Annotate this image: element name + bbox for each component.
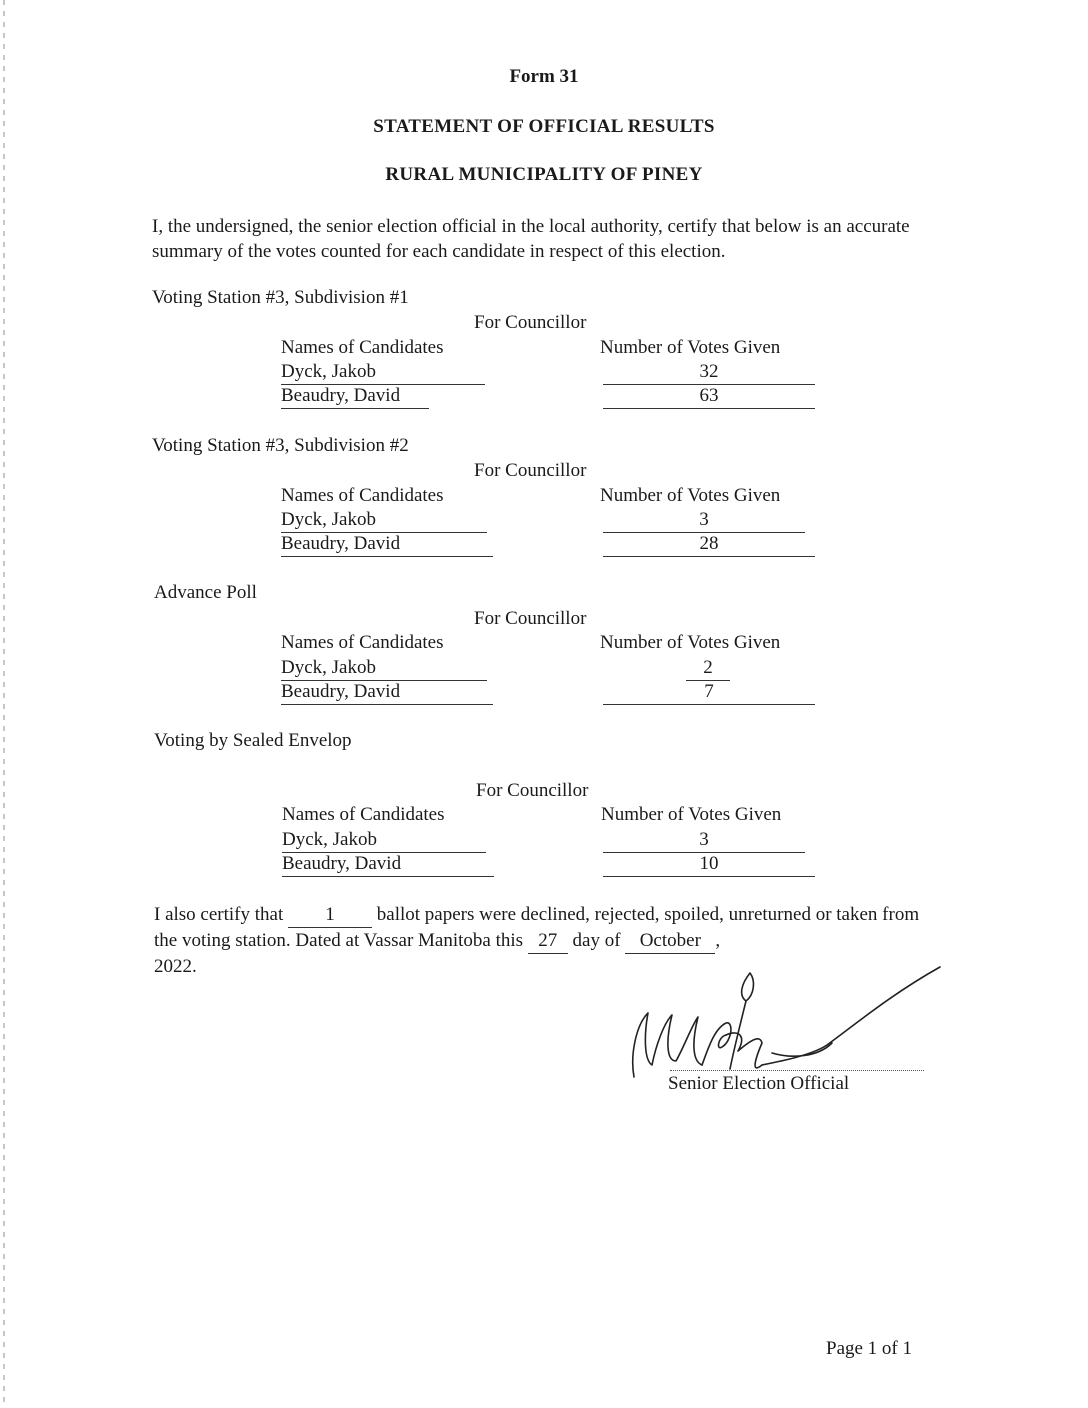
vote-count: 10 <box>603 852 815 877</box>
candidate-name: Dyck, Jakob <box>281 360 485 385</box>
page-number: Page 1 of 1 <box>826 1338 913 1359</box>
office-label: For Councillor <box>474 608 587 629</box>
month-field: October <box>625 928 715 954</box>
section-label: Voting Station #3, Subdivision #1 <box>152 287 409 308</box>
vote-count: 2 <box>686 656 730 681</box>
closing-text: I also certify that <box>154 904 284 925</box>
votes-column-header: Number of Votes Given <box>601 804 782 825</box>
votes-column-header: Number of Votes Given <box>600 485 781 506</box>
votes-column-header: Number of Votes Given <box>600 337 781 358</box>
closing-text: , <box>715 930 721 951</box>
municipality-name: RURAL MUNICIPALITY OF PINEY <box>385 164 703 185</box>
certification-statement: I, the undersigned, the senior election official in the local authority, certify that below is an accurate summary of the votes counted for each candidate in respect of this election. <box>152 216 910 262</box>
form-number: Form 31 <box>509 66 579 87</box>
candidate-name: Beaudry, David <box>282 852 494 877</box>
names-column-header: Names of Candidates <box>281 632 444 653</box>
candidate-name: Beaudry, David <box>281 532 493 557</box>
candidate-name: Beaudry, David <box>281 680 493 705</box>
names-column-header: Names of Candidates <box>281 485 444 506</box>
ballot-count: 1 <box>288 902 372 928</box>
signature-caption: Senior Election Official <box>668 1073 850 1094</box>
votes-column-header: Number of Votes Given <box>600 632 781 653</box>
document-title: STATEMENT OF OFFICIAL RESULTS <box>373 116 715 137</box>
closing-text: ballot papers were declined, rejected, spoiled, unreturned or taken from the voting station. Dated at Vassar Manitoba this <box>154 904 920 951</box>
section-label: Voting Station #3, Subdivision #2 <box>152 435 409 456</box>
candidate-name: Dyck, Jakob <box>281 508 487 533</box>
names-column-header: Names of Candidates <box>282 804 445 825</box>
vote-count: 28 <box>603 532 815 557</box>
year-text: 2022. <box>154 956 197 977</box>
office-label: For Councillor <box>474 460 587 481</box>
names-column-header: Names of Candidates <box>281 337 444 358</box>
scan-edge-artifact <box>3 0 5 1408</box>
vote-count: 32 <box>603 360 815 385</box>
office-label: For Councillor <box>474 312 587 333</box>
closing-text: day of <box>572 930 621 951</box>
vote-count: 63 <box>603 384 815 409</box>
section-label: Voting by Sealed Envelop <box>154 730 352 751</box>
day-field: 27 <box>528 928 568 954</box>
candidate-name: Dyck, Jakob <box>282 828 486 853</box>
vote-count: 7 <box>603 680 815 705</box>
vote-count: 3 <box>603 828 805 853</box>
vote-count: 3 <box>603 508 805 533</box>
candidate-name: Beaudry, David <box>281 384 429 409</box>
signature-line <box>670 1070 924 1071</box>
office-label: For Councillor <box>476 780 589 801</box>
section-label: Advance Poll <box>154 582 257 603</box>
candidate-name: Dyck, Jakob <box>281 656 487 681</box>
